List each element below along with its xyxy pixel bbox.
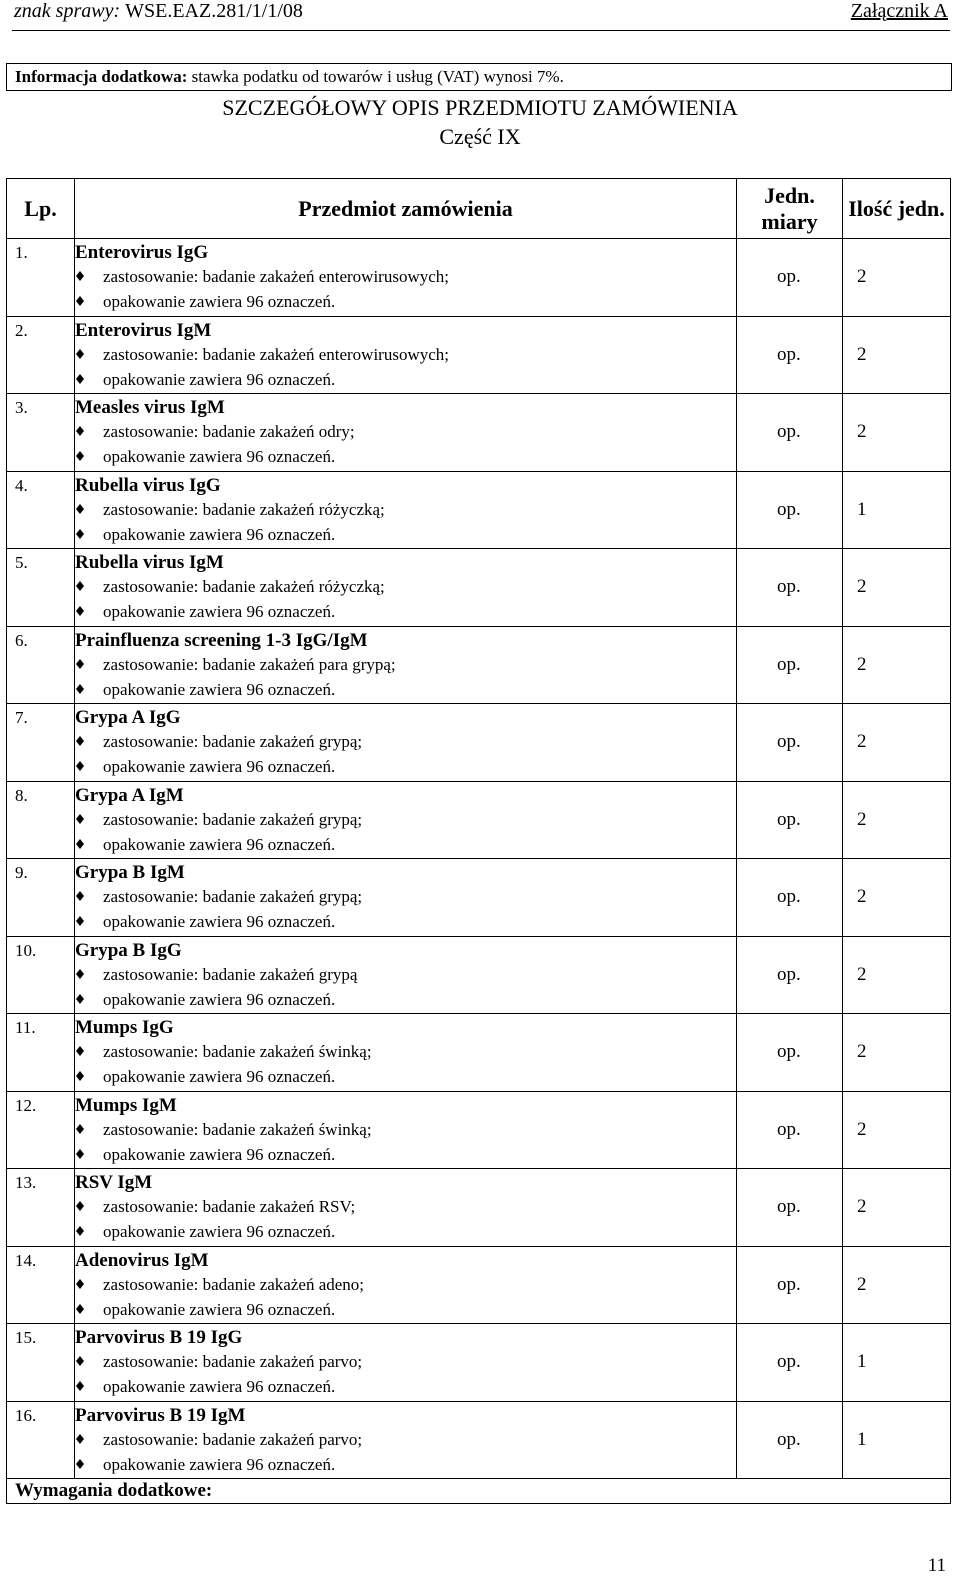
specification-table: [6, 178, 951, 1504]
item-pack: opakowanie zawiera 96 oznaczeń.: [103, 524, 336, 544]
item-use: zastosowanie: badanie zakażeń grypą;: [103, 887, 363, 906]
extra-requirements-row: [7, 1479, 951, 1504]
item-unit: op.: [737, 239, 843, 317]
item-unit: op.: [737, 1014, 843, 1092]
info-label: Informacja dodatkowa:: [15, 67, 188, 86]
item-pack: opakowanie zawiera 96 oznaczeń.: [103, 447, 336, 466]
table-row: [7, 1324, 951, 1402]
table-row: [7, 471, 951, 549]
item-pack: opakowanie zawiera 96 oznaczeń.: [103, 1454, 336, 1474]
item-quantity: 1: [843, 471, 951, 549]
item-pack: opakowanie zawiera 96 oznaczeń.: [103, 757, 336, 776]
item-use: zastosowanie: badanie zakażeń adeno;: [103, 1274, 365, 1294]
bullet-diamond-icon: [75, 684, 85, 694]
item-description: [75, 859, 737, 937]
item-quantity: 2: [843, 859, 951, 937]
item-quantity: 2: [843, 1014, 951, 1092]
bullet-diamond-icon: [75, 1124, 85, 1134]
table-row: [7, 239, 951, 317]
table-body: [7, 239, 951, 1479]
table-row: [7, 549, 951, 627]
item-use-line: [75, 264, 736, 289]
item-name: RSV IgM: [75, 1172, 153, 1193]
item-quantity: 2: [843, 936, 951, 1014]
item-name: Grypa A IgG: [75, 707, 181, 728]
table-header-row: [7, 179, 951, 239]
column-header-lp: Lp.: [7, 179, 75, 239]
item-use-line: [75, 342, 736, 367]
bullet-diamond-icon: [75, 1381, 85, 1391]
item-number: 6.: [7, 626, 75, 704]
bullet-diamond-icon: [75, 374, 85, 384]
item-number: 13.: [7, 1169, 75, 1247]
item-number: 14.: [7, 1246, 75, 1324]
item-pack-line: [75, 444, 736, 469]
item-use: zastosowanie: badanie zakażeń różyczką;: [103, 499, 385, 519]
item-description: [75, 394, 737, 472]
item-unit: op.: [737, 1401, 843, 1479]
item-pack-line: [75, 987, 736, 1012]
table-row: [7, 1014, 951, 1092]
item-unit: op.: [737, 394, 843, 472]
item-pack: opakowanie zawiera 96 oznaczeń.: [103, 369, 336, 389]
table-row: [7, 316, 951, 394]
item-number: 11.: [7, 1014, 75, 1092]
item-description: [75, 626, 737, 704]
item-unit: op.: [737, 1324, 843, 1402]
item-quantity: 2: [843, 394, 951, 472]
item-number: 8.: [7, 781, 75, 859]
item-pack: opakowanie zawiera 96 oznaczeń.: [103, 1222, 336, 1241]
column-header-subject: Przedmiot zamówienia: [75, 179, 737, 239]
table-row: [7, 1246, 951, 1324]
item-pack-line: [75, 909, 736, 934]
table-row: [7, 626, 951, 704]
item-quantity: 2: [843, 316, 951, 394]
header-divider: [12, 30, 950, 31]
bullet-diamond-icon: [75, 1459, 85, 1469]
item-description: [75, 704, 737, 782]
item-pack-line: [75, 832, 736, 857]
item-description: [75, 1401, 737, 1479]
bullet-diamond-icon: [75, 1226, 85, 1236]
bullet-diamond-icon: [75, 606, 85, 616]
item-use-line: [75, 1039, 736, 1064]
item-name: Mumps IgG: [75, 1017, 174, 1038]
bullet-diamond-icon: [75, 659, 85, 669]
attachment-label: Załącznik A: [850, 0, 948, 22]
bullet-diamond-icon: [75, 736, 85, 746]
item-description: [75, 781, 737, 859]
item-description: [75, 1324, 737, 1402]
item-use: zastosowanie: badanie zakażeń parvo;: [103, 1429, 363, 1449]
item-use-line: [75, 1349, 736, 1374]
item-use-line: [75, 1272, 736, 1297]
item-quantity: 2: [843, 704, 951, 782]
bullet-diamond-icon: [75, 1149, 85, 1159]
item-use-line: [75, 1117, 736, 1142]
table-row: [7, 1169, 951, 1247]
item-name: Prainfluenza screening 1-3 IgG/IgM: [75, 629, 368, 651]
item-use-line: [75, 729, 736, 754]
item-quantity: 2: [843, 239, 951, 317]
bullet-diamond-icon: [75, 1046, 85, 1056]
item-pack-line: [75, 522, 736, 547]
item-use-line: [75, 497, 736, 522]
info-box: [6, 63, 952, 91]
bullet-diamond-icon: [75, 529, 85, 539]
item-unit: op.: [737, 1169, 843, 1247]
bullet-diamond-icon: [75, 296, 85, 306]
item-quantity: 2: [843, 549, 951, 627]
item-use-line: [75, 1427, 736, 1452]
item-number: 4.: [7, 471, 75, 549]
item-quantity: 1: [843, 1324, 951, 1402]
info-text: stawka podatku od towarów i usług (VAT) wynosi 7%.: [187, 67, 564, 86]
item-pack: opakowanie zawiera 96 oznaczeń.: [103, 1299, 336, 1319]
item-quantity: 1: [843, 1401, 951, 1479]
table-row: [7, 859, 951, 937]
item-pack: opakowanie zawiera 96 oznaczeń.: [103, 1144, 336, 1164]
item-use: zastosowanie: badanie zakażeń para grypą;: [103, 654, 396, 674]
item-use: zastosowanie: badanie zakażeń grypą;: [103, 732, 363, 751]
item-number: 5.: [7, 549, 75, 627]
item-unit: op.: [737, 471, 843, 549]
item-name: Measles virus IgM: [75, 397, 225, 418]
bullet-diamond-icon: [75, 839, 85, 849]
item-unit: op.: [737, 1091, 843, 1169]
item-unit: op.: [737, 704, 843, 782]
item-pack-line: [75, 289, 736, 314]
item-quantity: 2: [843, 781, 951, 859]
item-use: zastosowanie: badanie zakażeń RSV;: [103, 1197, 356, 1216]
item-unit: op.: [737, 859, 843, 937]
bullet-diamond-icon: [75, 891, 85, 901]
item-number: 2.: [7, 316, 75, 394]
item-name: Grypa B IgG: [75, 939, 182, 961]
item-number: 3.: [7, 394, 75, 472]
item-pack-line: [75, 1064, 736, 1089]
case-label: znak sprawy:: [14, 0, 121, 22]
bullet-diamond-icon: [75, 504, 85, 514]
item-name: Parvovirus B 19 IgG: [75, 1327, 243, 1348]
bullet-diamond-icon: [75, 761, 85, 771]
item-name: Grypa A IgM: [75, 784, 184, 806]
bullet-diamond-icon: [75, 426, 85, 436]
item-use: zastosowanie: badanie zakażeń grypą;: [103, 809, 363, 829]
item-pack-line: [75, 677, 736, 702]
item-pack: opakowanie zawiera 96 oznaczeń.: [103, 292, 336, 311]
item-use: zastosowanie: badanie zakażeń enterowirusowych;: [103, 344, 449, 364]
item-number: 1.: [7, 239, 75, 317]
item-pack-line: [75, 1452, 736, 1477]
bullet-diamond-icon: [75, 1071, 85, 1081]
item-description: [75, 1169, 737, 1247]
item-number: 10.: [7, 936, 75, 1014]
item-name: Grypa B IgM: [75, 862, 185, 883]
item-use-line: [75, 419, 736, 444]
item-number: 9.: [7, 859, 75, 937]
item-pack: opakowanie zawiera 96 oznaczeń.: [103, 834, 336, 854]
item-description: [75, 936, 737, 1014]
table-row: [7, 394, 951, 472]
item-use: zastosowanie: badanie zakażeń enterowirusowych;: [103, 267, 449, 286]
bullet-diamond-icon: [75, 1434, 85, 1444]
item-name: Mumps IgM: [75, 1094, 177, 1116]
item-pack: opakowanie zawiera 96 oznaczeń.: [103, 679, 336, 699]
item-name: Rubella virus IgG: [75, 474, 221, 496]
bullet-diamond-icon: [75, 916, 85, 926]
item-use: zastosowanie: badanie zakażeń grypą: [103, 964, 358, 984]
item-use-line: [75, 574, 736, 599]
item-pack-line: [75, 1219, 736, 1244]
item-unit: op.: [737, 781, 843, 859]
item-pack-line: [75, 754, 736, 779]
item-pack: opakowanie zawiera 96 oznaczeń.: [103, 602, 336, 621]
item-name: Parvovirus B 19 IgM: [75, 1404, 246, 1426]
table-row: [7, 704, 951, 782]
item-pack: opakowanie zawiera 96 oznaczeń.: [103, 912, 336, 931]
item-use: zastosowanie: badanie zakażeń różyczką;: [103, 577, 385, 596]
extra-requirements-label: Wymagania dodatkowe:: [7, 1479, 951, 1504]
bullet-diamond-icon: [75, 349, 85, 359]
item-use-line: [75, 807, 736, 832]
case-reference: [14, 0, 303, 23]
item-unit: op.: [737, 1246, 843, 1324]
bullet-diamond-icon: [75, 1356, 85, 1366]
column-header-qty: Ilość jedn.: [843, 179, 951, 239]
page-title: SZCZEGÓŁOWY OPIS PRZEDMIOTU ZAMÓWIENIA: [222, 95, 738, 120]
table-row: [7, 936, 951, 1014]
table-row: [7, 1091, 951, 1169]
item-use: zastosowanie: badanie zakażeń świnką;: [103, 1042, 372, 1061]
item-pack: opakowanie zawiera 96 oznaczeń.: [103, 1067, 336, 1086]
bullet-diamond-icon: [75, 994, 85, 1004]
bullet-diamond-icon: [75, 451, 85, 461]
item-quantity: 2: [843, 1246, 951, 1324]
item-pack: opakowanie zawiera 96 oznaczeń.: [103, 989, 336, 1009]
item-use-line: [75, 962, 736, 987]
item-quantity: 2: [843, 626, 951, 704]
bullet-diamond-icon: [75, 1304, 85, 1314]
item-use-line: [75, 1194, 736, 1219]
item-quantity: 2: [843, 1169, 951, 1247]
item-use-line: [75, 884, 736, 909]
item-name: Enterovirus IgG: [75, 242, 209, 263]
item-description: [75, 239, 737, 317]
item-description: [75, 1014, 737, 1092]
item-name: Rubella virus IgM: [75, 552, 224, 573]
bullet-diamond-icon: [75, 1201, 85, 1211]
item-pack-line: [75, 1297, 736, 1322]
item-pack-line: [75, 1142, 736, 1167]
item-unit: op.: [737, 626, 843, 704]
item-use-line: [75, 652, 736, 677]
page-subtitle: Część IX: [439, 124, 521, 149]
item-description: [75, 471, 737, 549]
table-row: [7, 781, 951, 859]
item-number: 15.: [7, 1324, 75, 1402]
bullet-diamond-icon: [75, 1279, 85, 1289]
item-unit: op.: [737, 936, 843, 1014]
item-number: 7.: [7, 704, 75, 782]
item-description: [75, 316, 737, 394]
item-number: 16.: [7, 1401, 75, 1479]
item-unit: op.: [737, 316, 843, 394]
item-name: Enterovirus IgM: [75, 319, 212, 341]
item-pack-line: [75, 599, 736, 624]
item-pack-line: [75, 367, 736, 392]
bullet-diamond-icon: [75, 969, 85, 979]
item-description: [75, 1091, 737, 1169]
case-number: WSE.EAZ.281/1/1/08: [125, 0, 303, 22]
item-description: [75, 1246, 737, 1324]
item-use: zastosowanie: badanie zakażeń parvo;: [103, 1352, 363, 1371]
item-use: zastosowanie: badanie zakażeń odry;: [103, 422, 355, 441]
item-number: 12.: [7, 1091, 75, 1169]
bullet-diamond-icon: [75, 581, 85, 591]
page-number: 11: [927, 1555, 946, 1576]
bullet-diamond-icon: [75, 814, 85, 824]
bullet-diamond-icon: [75, 271, 85, 281]
column-header-unit: Jedn. miary: [737, 179, 843, 239]
item-use: zastosowanie: badanie zakażeń świnką;: [103, 1119, 372, 1139]
item-unit: op.: [737, 549, 843, 627]
item-pack-line: [75, 1374, 736, 1399]
item-quantity: 2: [843, 1091, 951, 1169]
item-description: [75, 549, 737, 627]
item-name: Adenovirus IgM: [75, 1249, 209, 1271]
table-row: [7, 1401, 951, 1479]
item-pack: opakowanie zawiera 96 oznaczeń.: [103, 1377, 336, 1396]
